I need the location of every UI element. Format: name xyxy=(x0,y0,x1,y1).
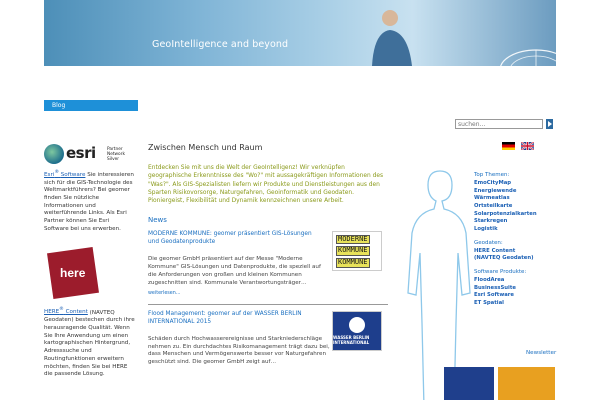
banner-tagline: GeoIntelligence and beyond xyxy=(152,39,289,50)
group-title: Geodaten: xyxy=(474,239,503,246)
top-themen-group xyxy=(474,172,564,234)
right-sidebar xyxy=(474,172,564,314)
here-text: (NAVTEQ Geodaten) bestechen durch ihre herausragende Qualität. Wenn Sie Ihre Anwendung um einen kartographischen Hintergrund, Adresssuche und Routingfunktionen erweitern möchten, finden Sie bei HERE die passende Lösung. xyxy=(44,309,135,378)
search-input[interactable] xyxy=(455,119,543,129)
here-description xyxy=(44,308,135,379)
software-produkte-group xyxy=(474,269,564,308)
globe-graphic xyxy=(496,42,556,66)
search-button[interactable] xyxy=(546,119,553,129)
moderne-kommune-thumbnail[interactable]: MODERNE KOMMUNE KOMMUNE xyxy=(332,231,382,271)
blog-tab[interactable]: Blog xyxy=(44,100,138,111)
uk-flag-icon[interactable] xyxy=(521,142,534,150)
esri-wordmark: esri xyxy=(66,144,96,162)
news-title-link[interactable]: Flood Management: geomer auf der WASSER BERLIN INTERNATIONAL 2015 xyxy=(148,310,302,325)
news-item xyxy=(148,231,388,305)
partner-badge[interactable] xyxy=(498,367,555,400)
person-outline-graphic xyxy=(400,163,480,400)
read-more-link[interactable]: weiterlesen… xyxy=(148,291,181,297)
intro-tagline: Pioniergeist, Flexibilität und Dynamik kennzeichnen unsere Arbeit. xyxy=(148,198,344,205)
sidebar-link[interactable]: (NAVTEQ Geodaten) xyxy=(474,255,534,262)
esri-partner-logo[interactable] xyxy=(44,143,135,165)
sidebar-link[interactable]: BusinessSuite xyxy=(474,284,516,291)
esri-software-link[interactable]: Esri® Software xyxy=(44,170,86,178)
left-sidebar xyxy=(44,143,135,379)
esri-globe-icon xyxy=(44,144,64,164)
header-banner xyxy=(44,0,556,66)
news-excerpt: Schäden durch Hochwasserereignisse und Starkniederschläge nehmen zu. Ein durchdachtes Risikomanagement trägt dazu bei, dass Menschen und Vermögenswerte besser vor Naturgefahren geschützt sind. Die geomer GmbH zeigt auf… xyxy=(148,335,330,366)
group-title: Software Produkte: xyxy=(474,268,527,275)
esri-description xyxy=(44,170,135,234)
sidebar-link[interactable]: Starkregen xyxy=(474,218,508,225)
certification-badge[interactable] xyxy=(444,367,494,400)
esri-text: Sie interessieren sich für die GIS-Technologie des Weltmarktführers? Bei geomer finden Sie nützliche Informationen und weiterführende Links. Als Esri Partner können Sie Esri Software bei uns erwerben. xyxy=(44,171,134,232)
news-item xyxy=(148,311,388,373)
esri-partner-label: Partner Network Silver xyxy=(107,147,125,163)
sidebar-link[interactable]: ET Spatial xyxy=(474,299,504,306)
intro-paragraph: Entdecken Sie mit uns die Welt der GeoIntelligenz! Wir verknüpfen geographische Erkenntnisse des "Wo?" mit aussagekräftigen Informationen des "Was?". Als GIS-Spezialisten liefern wir Produkte und Dienstleistungen aus den Sparten Risikovorsorge, Naturgefahren, Geoinformatik und Geodaten. xyxy=(148,164,384,196)
newsletter-link[interactable]: Newsletter xyxy=(526,350,557,356)
news-heading: News xyxy=(148,215,167,224)
here-logo[interactable]: here xyxy=(47,247,99,299)
sidebar-link[interactable]: EmoCityMap xyxy=(474,179,512,186)
person-photo xyxy=(362,6,422,66)
sidebar-link[interactable]: HERE Content xyxy=(474,247,516,254)
german-flag-icon[interactable] xyxy=(502,142,515,150)
here-content-link[interactable]: HERE® Content xyxy=(44,307,88,316)
wasser-berlin-logo-icon xyxy=(349,317,365,333)
page-title: Zwischen Mensch und Raum xyxy=(148,143,263,152)
sidebar-link[interactable]: Logistik xyxy=(474,226,498,232)
sidebar-link[interactable]: Esri Software xyxy=(474,292,515,299)
sidebar-link[interactable]: FloodArea xyxy=(474,276,505,283)
sidebar-link[interactable]: Ortsteilkarte xyxy=(474,202,513,209)
sidebar-link[interactable]: Wärmeatlas xyxy=(474,195,510,202)
main-content xyxy=(148,143,388,373)
sidebar-link[interactable]: Solarpotenzialkarten xyxy=(474,210,537,217)
sidebar-link[interactable]: Energiewende xyxy=(474,187,517,194)
group-title: Top Themen: xyxy=(474,172,510,178)
geodaten-group xyxy=(474,240,564,263)
news-title-link[interactable]: MODERNE KOMMUNE: geomer präsentiert GIS-Lösungen und Geodatenprodukte xyxy=(148,231,312,245)
news-excerpt: Die geomer GmbH präsentiert auf der Messe "Moderne Kommune" GIS-Lösungen und Datenprodukte, die speziell auf die Anforderungen von großen und kleinen Kommunen zugeschnitten sind. Kommunale Verantwortungsträger… xyxy=(148,255,321,286)
wasser-berlin-thumbnail[interactable]: WASSER BERLIN INTERNATIONAL xyxy=(332,311,382,351)
